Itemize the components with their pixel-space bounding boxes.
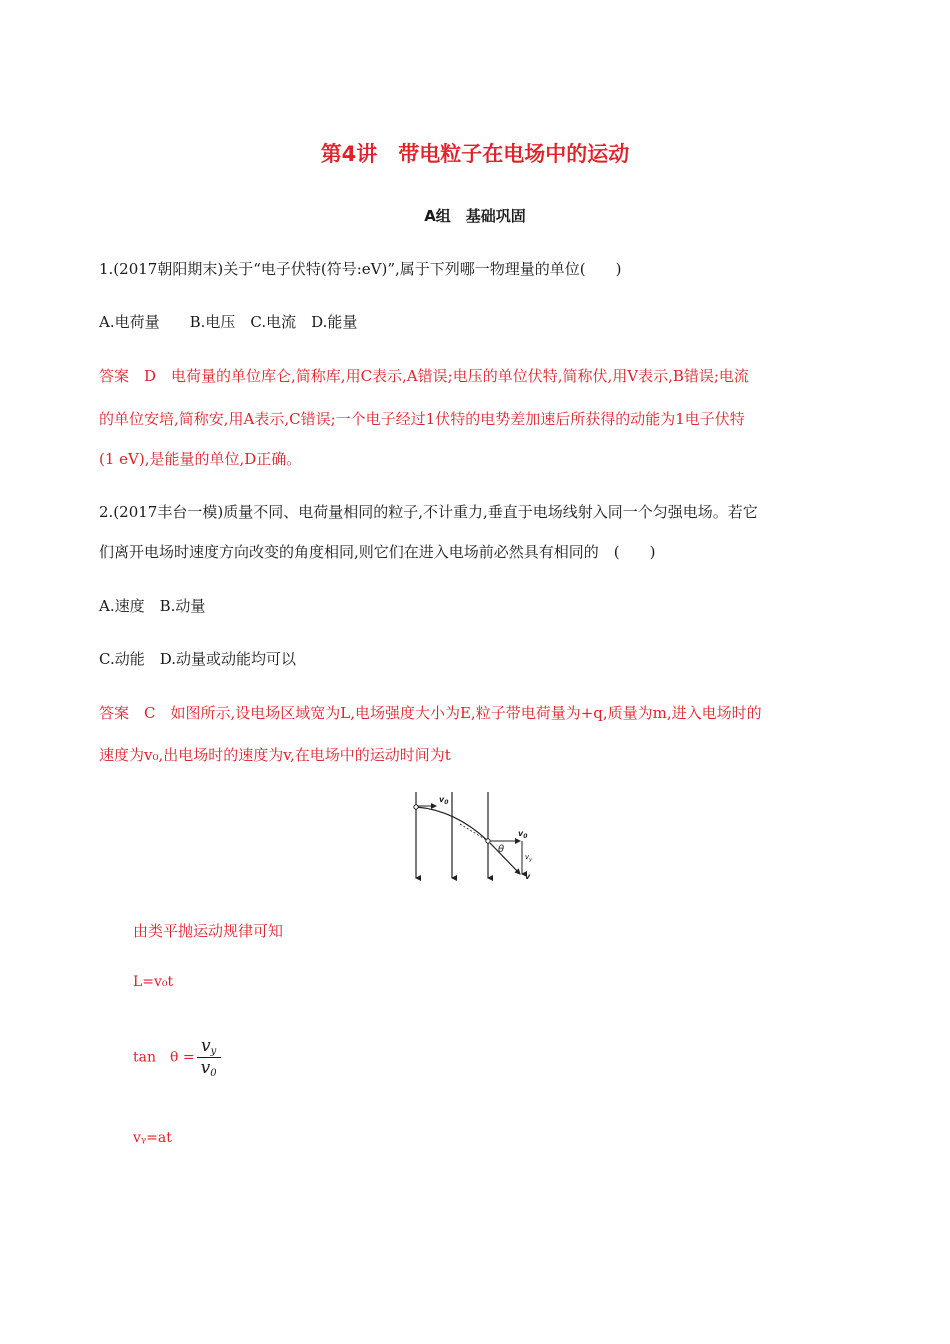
answer-1-line-1: 答案 D 电荷量的单位库仑,简称库,用C表示,A错误;电压的单位伏特,简称伏,用V表示,B错误;电流: [99, 367, 749, 385]
label-vy: $v_y$: [525, 853, 533, 863]
answer-1-line-2: 的单位安培,简称安,用A表示,C错误;一个电子经过1伏特的电势差加速后所获得的动能为1电子伏特: [99, 410, 745, 428]
question-2-stem-line-2: 们离开电场时速度方向改变的角度相同,则它们在进入电场前必然具有相同的 ( ): [99, 543, 656, 561]
answer-1-line-3: (1 eV),是能量的单位,D正确。: [99, 450, 302, 468]
answer-2-line-2: 速度为v₀,出电场时的速度为v,在电场中的运动时间为t: [99, 746, 451, 764]
question-1-stem: 1.(2017朝阳期末)关于“电子伏特(符号:eV)”,属于下列哪一物理量的单位( ): [99, 260, 622, 278]
answer-2-line-1: 答案 C 如图所示,设电场区域宽为L,电场强度大小为E,粒子带电荷量为+q,质量为m,进入电场时的: [99, 704, 762, 722]
equation-3: vᵧ=at: [133, 1130, 172, 1146]
question-1-options: A.电荷量 B.电压 C.电流 D.能量: [99, 313, 358, 331]
equation-2: [133, 1036, 221, 1079]
label-v0-exit: $v_0$: [518, 829, 528, 840]
equation-1: L=v₀t: [133, 974, 174, 990]
equation-2-fraction: $\frac{v_y}{v_0}$: [197, 1036, 221, 1079]
section-heading: A组 基础巩固: [424, 207, 526, 225]
page-title: 第4讲 带电粒子在电场中的运动: [320, 142, 630, 166]
electric-field-diagram: [400, 788, 550, 886]
equation-2-lhs: tan θ =: [133, 1049, 195, 1066]
question-2-options-line-1: A.速度 B.动量: [99, 597, 206, 615]
derivation-intro: 由类平抛运动规律可知: [133, 922, 284, 940]
label-theta: θ: [498, 844, 505, 855]
label-v0-entry: $v_0$: [439, 795, 449, 806]
label-v: v: [525, 872, 531, 881]
question-2-options-line-2: C.动能 D.动量或动能均可以: [99, 650, 296, 668]
question-2-stem-line-1: 2.(2017丰台一模)质量不同、电荷量相同的粒子,不计重力,垂直于电场线射入同一个匀强电场。若它: [99, 503, 758, 521]
